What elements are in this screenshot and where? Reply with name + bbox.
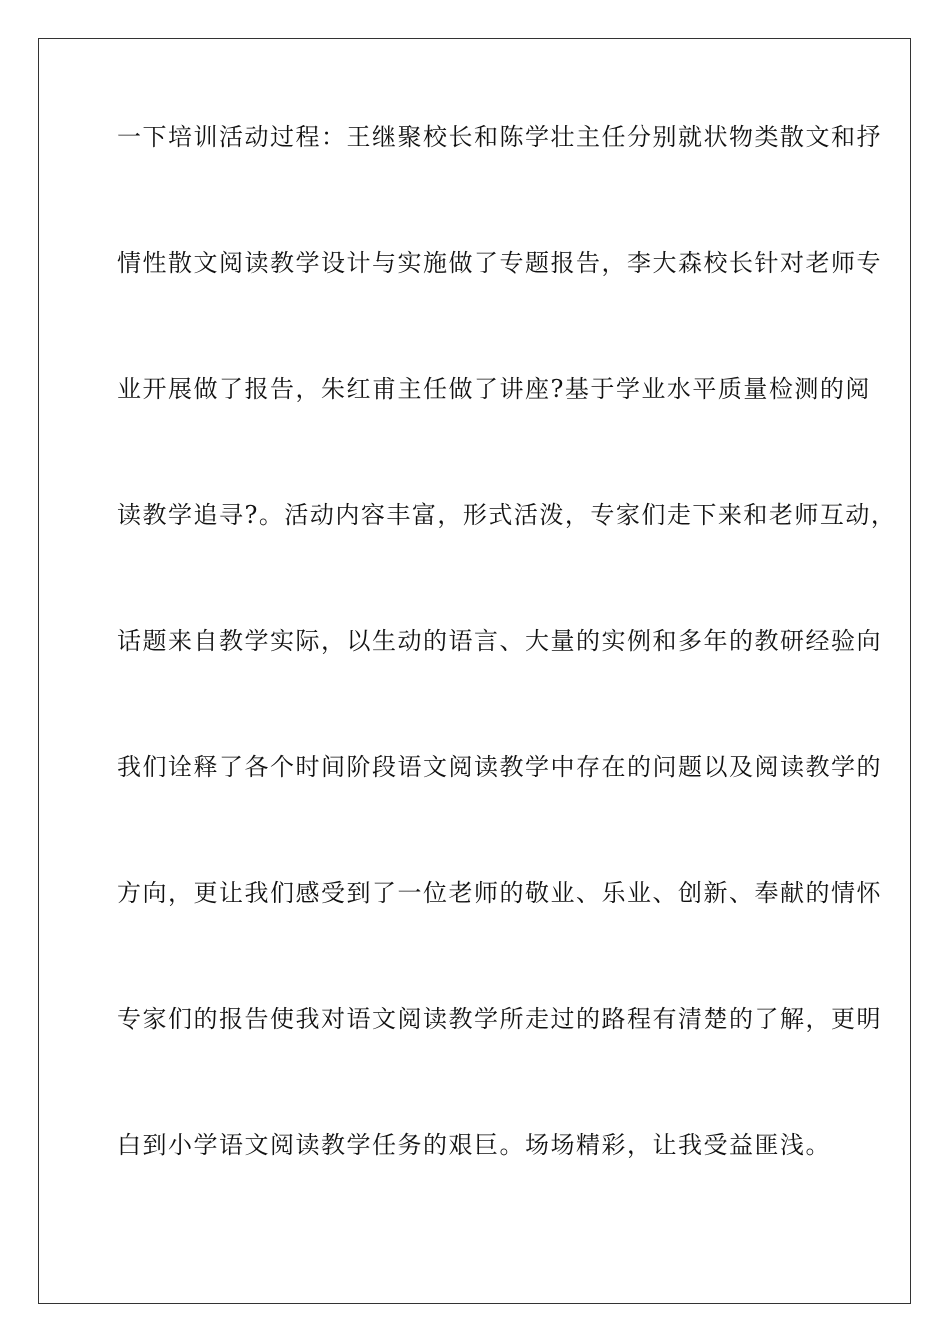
text-line-2: 情性散文阅读教学设计与实施做了专题报告，李大森校长针对老师专 <box>117 249 882 277</box>
document-body <box>117 122 897 1256</box>
text-line-4: 读教学追寻?。活动内容丰富，形式活泼，专家们走下来和老师互动， <box>117 501 897 529</box>
text-line-5: 话题来自教学实际，以生动的语言、大量的实例和多年的教研经验向 <box>117 627 882 655</box>
text-line-8: 专家们的报告使我对语文阅读教学所走过的路程有清楚的了解，更明 <box>117 1005 882 1033</box>
text-line-9: 白到小学语文阅读教学任务的艰巨。场场精彩，让我受益匪浅。 <box>117 1131 831 1159</box>
text-line-7: 方向，更让我们感受到了一位老师的敬业、乐业、创新、奉献的情怀 <box>117 879 882 907</box>
text-line-3: 业开展做了报告，朱红甫主任做了讲座?基于学业水平质量检测的阅 <box>117 375 871 403</box>
text-line-6: 我们诠释了各个时间阶段语文阅读教学中存在的问题以及阅读教学的 <box>117 753 882 781</box>
text-line-1: 一下培训活动过程：王继聚校长和陈学壮主任分别就状物类散文和抒 <box>117 123 882 151</box>
